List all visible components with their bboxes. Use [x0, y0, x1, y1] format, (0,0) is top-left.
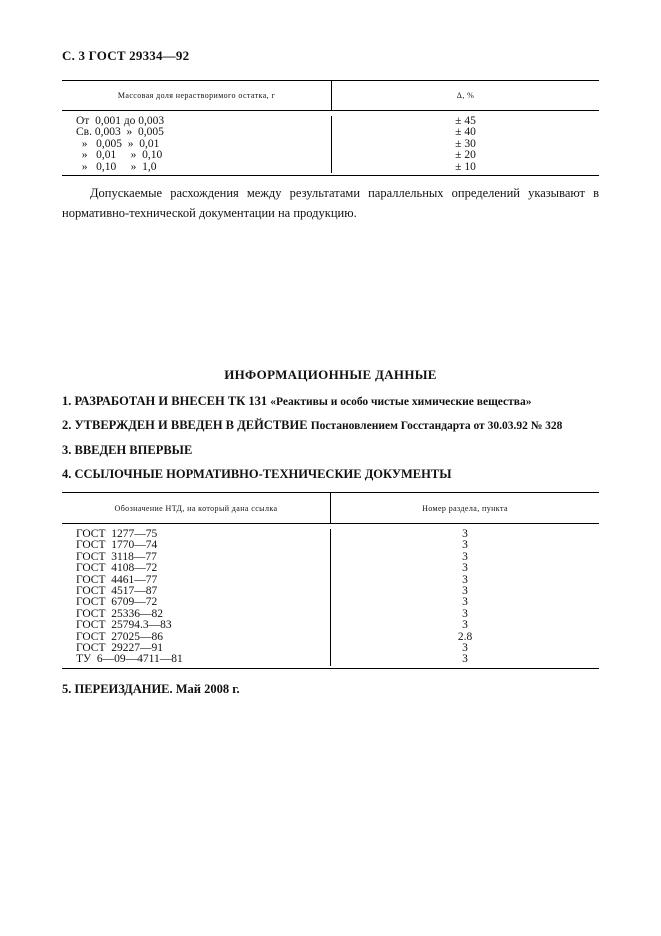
table-cell-document: ГОСТ 1277—75: [76, 528, 158, 540]
info-item-reissue: 5. ПЕРЕИЗДАНИЕ. Май 2008 г.: [62, 682, 240, 696]
info-item-developed: [62, 394, 532, 409]
table-cell-delta: ± 10: [455, 160, 476, 173]
insoluble-residue-table: [62, 80, 599, 176]
table-cell-delta: ± 30: [455, 137, 476, 150]
table-cell-section: 3: [462, 619, 468, 632]
table-cell-document: ГОСТ 1770—74: [76, 539, 158, 552]
table-cell-section: 3: [462, 539, 468, 552]
info-item-committee-name: «Реактивы и особо чистые химические вещества»: [270, 396, 532, 408]
table-cell-delta: ± 40: [455, 126, 476, 139]
table-cell-range: » 0,005 » 0,01: [76, 137, 160, 150]
range-column: [62, 116, 332, 173]
column-header-section: Номер раздела, пункта: [422, 503, 508, 513]
table-cell-section: 3: [462, 642, 468, 655]
table-cell-range: От 0,001 до 0,003: [76, 115, 165, 127]
table-cell-document: ГОСТ 25794.3—83: [76, 619, 172, 632]
table-cell-document: ГОСТ 4517—87: [76, 585, 158, 598]
table-cell-document: ТУ 6—09—4711—81: [76, 653, 183, 666]
table-cell-section: 3: [462, 585, 468, 598]
table-header: [62, 493, 599, 524]
table-cell-section: 3: [462, 528, 468, 540]
table-cell-range: » 0,01 » 0,10: [76, 149, 163, 162]
info-item-reference-docs: 4. ССЫЛОЧНЫЕ НОРМАТИВНО-ТЕХНИЧЕСКИЕ ДОКУМЕНТЫ: [62, 467, 452, 481]
info-item-first-introduced: 3. ВВЕДЕН ВПЕРВЫЕ: [62, 443, 193, 457]
table-cell-document: ГОСТ 6709—72: [76, 596, 158, 609]
table-cell-document: ГОСТ 4108—72: [76, 562, 158, 575]
table-cell-document: ГОСТ 4461—77: [76, 573, 158, 586]
table-cell-range: Св. 0,003 » 0,005: [76, 126, 164, 139]
tolerance-paragraph: Допускаемые расхождения между результатами параллельных определений указывают в нормативно-технической документации на продукцию.: [62, 186, 599, 220]
table-cell-section: 3: [462, 653, 468, 666]
table-header: [62, 81, 599, 111]
section-title: ИНФОРМАЦИОННЫЕ ДАННЫЕ: [224, 367, 437, 382]
table-cell-section: 3: [462, 550, 468, 563]
table-cell-document: ГОСТ 27025—86: [76, 630, 164, 643]
table-cell-document: ГОСТ 3118—77: [76, 550, 157, 563]
table-cell-document: ГОСТ 29227—91: [76, 642, 164, 655]
table-cell-delta: ± 45: [455, 115, 476, 127]
table-cell-document: ГОСТ 25336—82: [76, 607, 164, 620]
page-header: С. 3 ГОСТ 29334—92: [62, 48, 190, 63]
table-cell-section: 3: [462, 562, 468, 575]
table-body: [62, 524, 599, 668]
table-cell-section: 3: [462, 596, 468, 609]
column-header-document: Обозначение НТД, на который дана ссылка: [62, 493, 331, 523]
table-cell-section: 2.8: [457, 630, 473, 643]
table-cell-range: » 0,10 » 1,0: [76, 160, 157, 173]
info-item-text: 1. РАЗРАБОТАН И ВНЕСЕН ТК 131: [62, 394, 271, 408]
delta-column: [332, 116, 599, 173]
reference-docs-table: [62, 492, 599, 669]
table-cell-delta: ± 20: [455, 149, 476, 162]
section-column: [331, 529, 599, 666]
info-item-approved: [62, 418, 562, 433]
table-cell-section: 3: [462, 573, 468, 586]
document-column: [62, 529, 331, 666]
column-header-mass-fraction: Массовая доля нерастворимого остатка, г: [62, 81, 332, 110]
info-item-decree: Постановлением Госстандарта от 30.03.92 № 328: [310, 420, 563, 432]
info-item-text: 2. УТВЕРЖДЕН И ВВЕДЕН В ДЕЙСТВИЕ: [62, 418, 311, 432]
column-header-delta: Δ, %: [456, 91, 475, 100]
table-cell-section: 3: [462, 607, 468, 620]
table-body: [62, 111, 599, 175]
